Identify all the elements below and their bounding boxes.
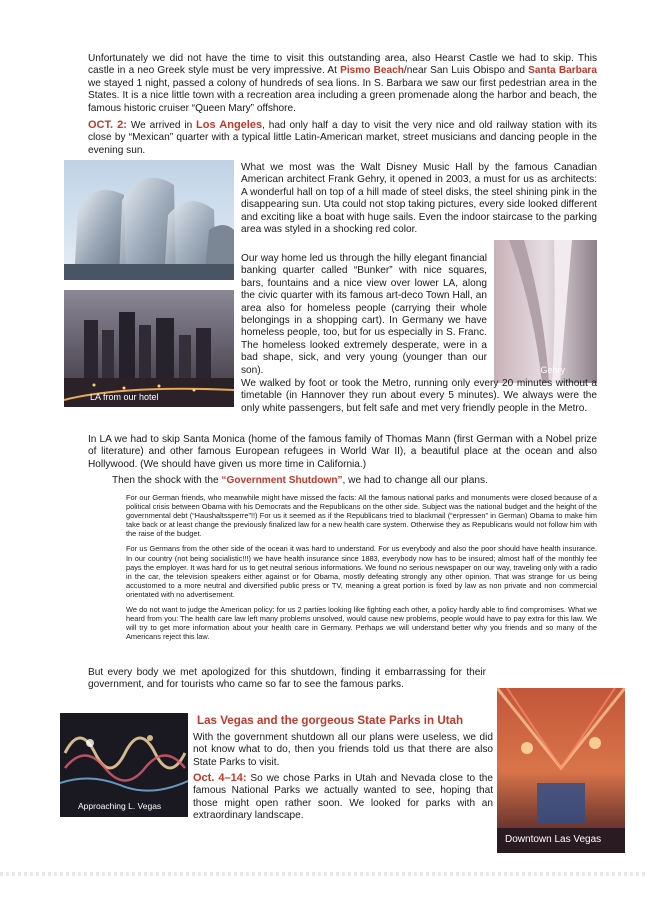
oct4-date: Oct. 4–14: [193, 772, 247, 784]
gehry-paragraph [241, 162, 597, 236]
intro-rest-text: we stayed 1 night, passed a colony of hundreds of sea lions. In S. Barbara we saw our first pedestrian area in the States. It is a nice little town with a recreation area including a green promenade along the harbor and beach, the famous historic cruiser “Queen Mary” offshore. [88, 77, 597, 114]
gehry-detail-photo [494, 240, 597, 383]
gehry-steel-image [494, 240, 597, 383]
santa-monica-text: In LA we had to skip Santa Monica (home of the famous family of Thomas Mann (first German with a Nobel prize of literature) and other famous European refugees in World War II), a beautiful place at the ocean and also Hollywood. (We should have given us more time in California.) [88, 434, 597, 470]
note-paragraph-1: For our German friends, who meanwhile might have missed the facts: All the famous national parks and monuments were closed because of a political crisis between Obama with his Democrats and the Republicans on the other side. Subject was the national budget and the height of the governmental debt (“Haushaltssperre”!!) For us it seemed as if the Republicans tried to blackmail (“erpressen” in German) Obama to make him take back or at least change the previously finalized law for a new health care system. Otherwise they as Republicans would not follow him with the raise of the budget. [126, 493, 597, 539]
vegas-text: With the government shutdown all our plans were useless, we did not know what to do, then you friends told us that there are also State Parks to visit. [193, 732, 493, 768]
downtown-vegas-photo [497, 688, 625, 853]
metro-text: We walked by foot or took the Metro, running only every 20 minutes without a timetable (in Hannover they run about every 5 minutes). We always were the only white passengers, but felt safe and met very friendly people in the Metro. [241, 378, 597, 414]
gehry-text: What we most was the Walt Disney Music Hall by the famous Canadian American architect Frank Gehry, it opened in 2003, a must for us as architects: A wonderful hall on top of a hill made of steel disks, the steel shining pink in the disappearing sun. Uta could not stop taking pictures, every side looked different and exciting like a boat with huge sails. Even the indoor staircase to the parking area was styled in a shocking red color. [241, 162, 597, 236]
shutdown-text-a: Then the shock with the [112, 475, 219, 486]
la-night-skyline-image [64, 290, 234, 407]
oct2-paragraph [88, 119, 597, 157]
oct2-text-b: , had only half a day to visit the very nice and old railway station with its close by “Mexican” quarter with a typical little Latin-American market, street musicians and dancing people in the evening sun. [88, 120, 597, 156]
santa-monica-paragraph [88, 434, 597, 471]
intro-mid-text: /near San Luis Obispo and [403, 65, 525, 77]
oct4-paragraph [193, 772, 493, 823]
disney-hall-photo [64, 160, 234, 280]
oct2-date: OCT. 2: [88, 119, 127, 131]
los-angeles-label: Los Angeles [196, 119, 263, 131]
shutdown-text-b: , we had to change all our plans. [342, 475, 488, 486]
approaching-vegas-caption: Approaching L. Vegas [78, 801, 162, 811]
shutdown-line [112, 475, 597, 487]
shutdown-notes [126, 493, 597, 647]
apology-text: But every body we met apologized for this shutdown, finding it embarrassing for their government, and for tourists who came so far to see the famous parks. [88, 667, 486, 691]
la-hotel-caption: LA from our hotel [90, 392, 159, 402]
la-hotel-photo [64, 290, 234, 407]
oct2-text-a: We arrived in [130, 120, 193, 131]
apology-paragraph [88, 667, 486, 692]
pismo-beach-link: Pismo Beach [340, 65, 404, 77]
vegas-paragraph [193, 732, 493, 769]
scan-artifact-line [0, 872, 646, 876]
approaching-vegas-photo [60, 713, 188, 817]
metro-paragraph [241, 378, 597, 415]
gehry-caption: Gehry [540, 365, 565, 375]
santa-barbara-link: Santa Barbara [528, 65, 597, 77]
vegas-heading: Las Vegas and the gorgeous State Parks in Utah [197, 714, 464, 727]
disney-hall-image [64, 160, 234, 280]
government-shutdown-label: “Government Shutdown” [221, 475, 343, 486]
downtown-vegas-caption: Downtown Las Vegas [505, 834, 602, 845]
oct4-text: So we chose Parks in Utah and Nevada close to the famous National Parks we actually wanted to see, hoping that those might open rather soon. We looked for parks with an extraordinary landscape. [193, 773, 493, 822]
bunker-text: Our way home led us through the hilly elegant financial banking quarter called “Bunker” with nice squares, bars, fountains and a nice view over lower LA, along the civic quarter with its famous art-deco Town Hall, an area also for homeless people (carrying their whole belongings in a shopping cart). In Germany we have homeless people, too, but for us especially in S. Franc. The homeless looked extremely desperate, were in a bad shape, sick, and very young (younger than our son). [241, 253, 487, 376]
downtown-vegas-image [497, 688, 625, 853]
intro-text: Unfortunately we did not have the time to visit this outstanding area, also Hearst Castle we had to skip. This castle in a neo Greek style must be very impressive. At [88, 53, 597, 77]
bunker-paragraph [241, 253, 487, 377]
note-paragraph-3: We do not want to judge the American policy: for us 2 parties looking like fighting each other, a policy hardly able to find compromises. What we heard from you: The health care law left many problems unsolved, would cause new problems, people would have to pay extra for this law. We will try to get more information about your health care in Germany. Perhaps we will understand better why you friends and so many of the Americans reject this law. [126, 605, 597, 642]
note-paragraph-2: For us Germans from the other side of the ocean it was hard to understand. For us everybody and also the poor should have health insurance. In our country (not being socialistic!!!) we have health insurance since 1883, everybody now has to be insured; almost half of the monthly fee pays the employer. It was hard for us to get neutral serious informations. We found no serious newspaper on our way, traveling only with a radio in the car, the television speakers either against or for Obama, mostly defeating strongly any other opinion. That was strange for us being accustomed to a more neutral and diversified public press or TV, meaning a great portion is fixed by law as non private and non commercial orientated with no advertisement. [126, 544, 597, 599]
intro-paragraph [88, 53, 597, 115]
